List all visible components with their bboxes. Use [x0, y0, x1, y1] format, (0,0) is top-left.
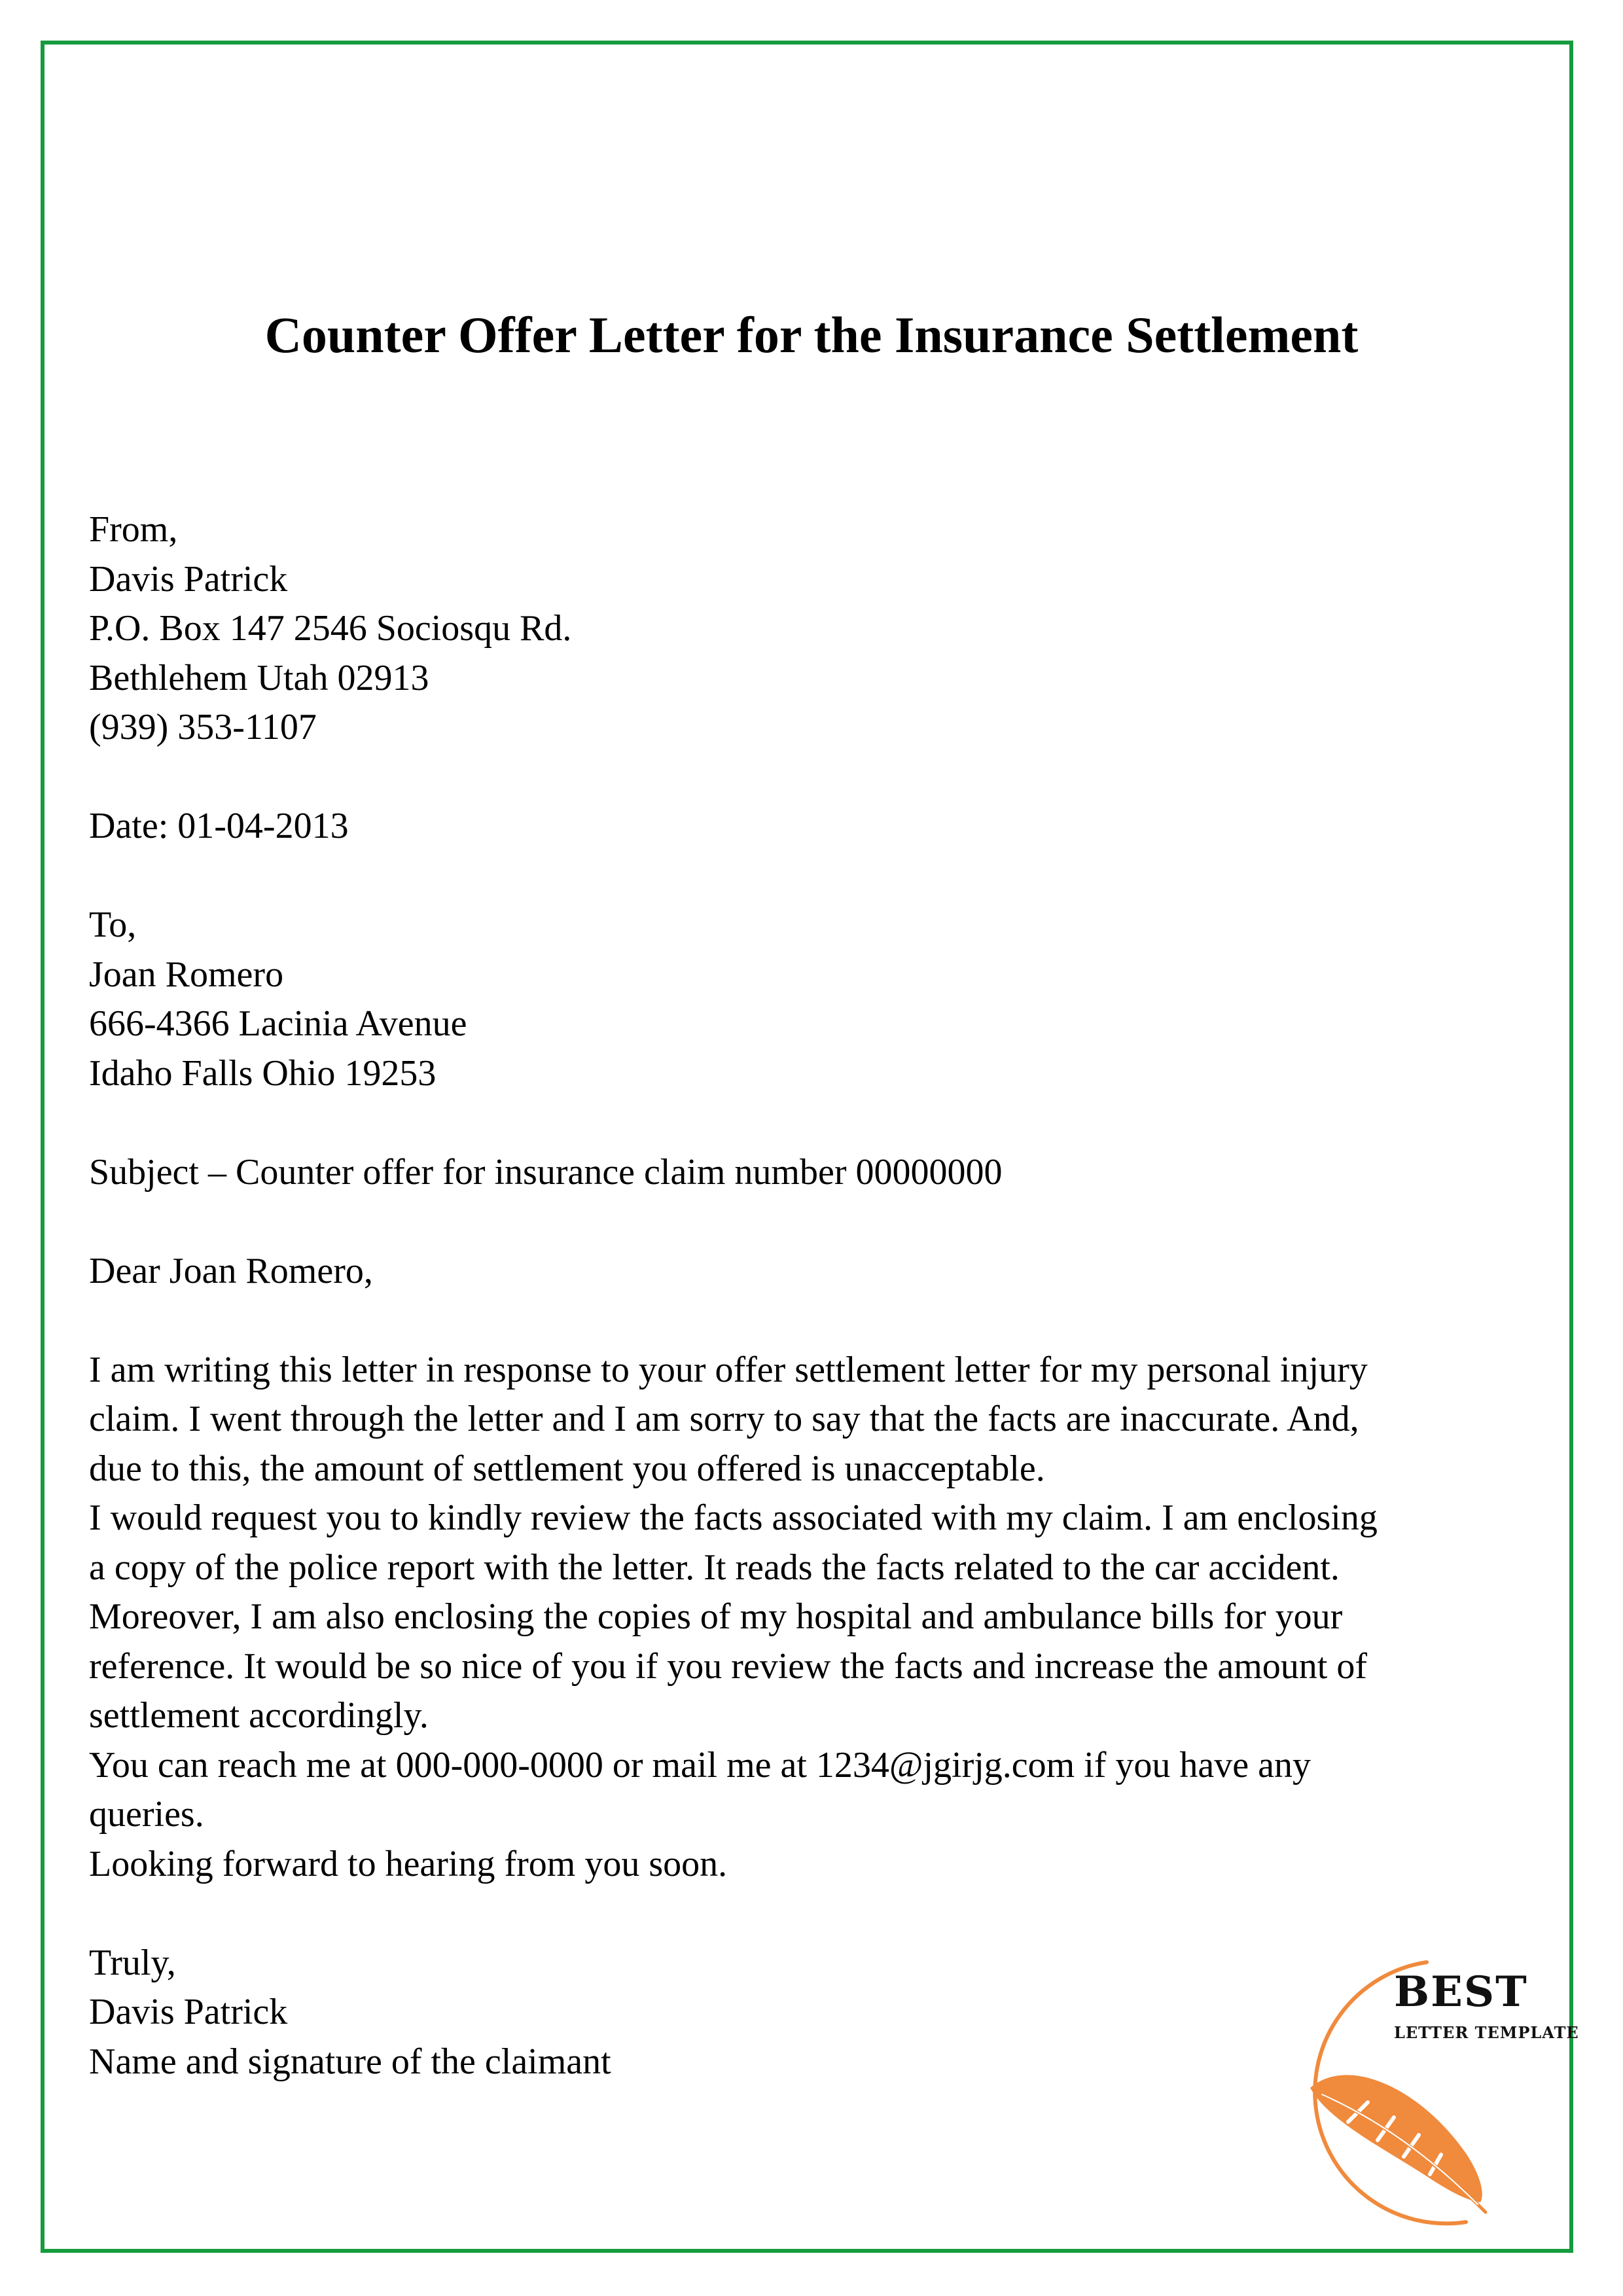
sender-address-line1: P.O. Box 147 2546 Sociosqu Rd.: [89, 608, 572, 649]
letter-salutation: Dear Joan Romero,: [89, 1250, 373, 1291]
letter-content: [89, 505, 1542, 2087]
sender-address-line2: Bethlehem Utah 02913: [89, 657, 429, 698]
recipient-name: Joan Romero: [89, 954, 284, 995]
sender-block: [89, 505, 1542, 753]
body-line: Looking forward to hearing from you soon.: [89, 1843, 728, 1884]
letter-body: [89, 1346, 1542, 1890]
body-line: You can reach me at 000-000-0000 or mail me at 1234@jgirjg.com if you have any: [89, 1744, 1311, 1785]
body-line: Moreover, I am also enclosing the copies of my hospital and ambulance bills for your: [89, 1596, 1343, 1637]
closing-name: Davis Patrick: [89, 1992, 288, 2032]
letter-date: Date: 01-04-2013: [89, 806, 349, 846]
letter-subject: Subject – Counter offer for insurance claim number 00000000: [89, 1151, 1003, 1193]
recipient-address-line1: 666-4366 Lacinia Avenue: [89, 1003, 467, 1044]
sender-phone: (939) 353-1107: [89, 707, 317, 747]
body-line: claim. I went through the letter and I am sorry to say that the facts are inaccurate. And,: [89, 1399, 1359, 1439]
body-line: I would request you to kindly review the facts associated with my claim. I am enclosing: [89, 1498, 1378, 1538]
body-line: settlement accordingly.: [89, 1695, 429, 1736]
body-line: due to this, the amount of settlement you offered is unacceptable.: [89, 1448, 1045, 1489]
body-line: queries.: [89, 1794, 204, 1835]
recipient-block: [89, 901, 1542, 1098]
best-letter-template-logo: [1270, 1957, 1577, 2232]
logo-word: BEST: [1394, 1967, 1528, 2017]
logo-subtitle: LETTER TEMPLATE: [1394, 2023, 1579, 2042]
closing-signature-line: Name and signature of the claimant: [89, 2041, 611, 2082]
sender-heading: From,: [89, 509, 178, 550]
letter-title: Counter Offer Letter for the Insurance Settlement: [264, 306, 1359, 363]
sender-name: Davis Patrick: [89, 558, 288, 600]
recipient-heading: To,: [89, 905, 137, 945]
body-line: a copy of the police report with the letter. It reads the facts related to the car accident.: [89, 1547, 1340, 1588]
body-line: I am writing this letter in response to your offer settlement letter for my personal injury: [89, 1349, 1368, 1390]
body-line: reference. It would be so nice of you if you review the facts and increase the amount of: [89, 1645, 1367, 1687]
closing-valediction: Truly,: [89, 1942, 176, 1983]
recipient-address-line2: Idaho Falls Ohio 19253: [89, 1052, 437, 1094]
